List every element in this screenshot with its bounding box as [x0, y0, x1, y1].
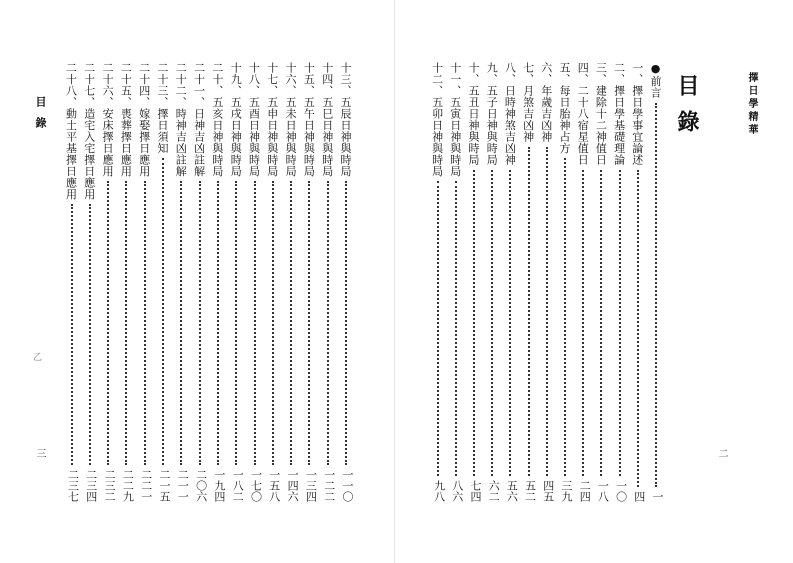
- toc-entry-label: 六、年歲吉凶神: [539, 62, 553, 143]
- leader-dots: [600, 170, 602, 477]
- leader-dots: [582, 170, 584, 477]
- leader-dots: [144, 181, 146, 465]
- toc-entry-page-number: 六二: [487, 480, 501, 502]
- toc-entry: [283, 62, 299, 502]
- leader-dots: [254, 181, 256, 465]
- toc-entry: [247, 62, 263, 502]
- toc-entry: [630, 62, 646, 502]
- left-page: [0, 0, 396, 563]
- toc-entry: [64, 62, 80, 502]
- toc-entry-page-number: 二二九: [121, 469, 135, 502]
- right-page: [396, 0, 793, 563]
- toc-entry-label: 十五、五午日神與時局: [302, 62, 316, 177]
- leader-dots: [125, 181, 127, 465]
- toc-entry-label: 九、五子日神與時局: [485, 62, 499, 166]
- toc-entry-label: 二十六、安床擇日應用: [101, 62, 115, 177]
- toc-entry-label: 二十八、動土平基擇日應用: [64, 62, 78, 200]
- toc-entry-page-number: 一一〇: [341, 469, 354, 502]
- toc-entry: [448, 62, 464, 502]
- toc-entry-page-number: 二四: [578, 480, 592, 502]
- toc-entry-page-number: 二三二: [103, 469, 117, 502]
- toc-entry-label: 一、擇日學事宜論述: [630, 62, 644, 166]
- leader-dots: [235, 181, 237, 465]
- toc-entry: [265, 62, 281, 502]
- toc-entry-label: 三、建除十二神值日: [594, 62, 608, 166]
- toc-entry-label: 二十三、擇日須知: [156, 62, 169, 154]
- toc-entry: [210, 62, 226, 502]
- leader-dots: [71, 204, 73, 465]
- toc-entry: [539, 62, 555, 502]
- toc-entry: [338, 62, 354, 502]
- leader-dots: [180, 181, 182, 465]
- toc-entry: [430, 62, 446, 502]
- toc-entry-page-number: 二一一: [176, 469, 190, 502]
- toc-entry: [502, 62, 518, 502]
- toc-entry: [155, 62, 171, 502]
- toc-entry-label: 十六、五未日神與時局: [284, 62, 298, 177]
- toc-entry: [82, 62, 98, 502]
- toc-entry: [173, 62, 189, 502]
- leader-dots: [162, 158, 164, 465]
- leader-dots: [637, 170, 639, 488]
- toc-entry: [557, 62, 573, 502]
- leader-dots: [564, 158, 566, 476]
- toc-entry: [301, 62, 317, 502]
- toc-title: 目錄: [674, 74, 700, 146]
- toc-entry-label: 十、五丑日神與時局: [467, 62, 480, 166]
- toc-entry-label: 二十四、嫁娶擇日應用: [137, 62, 151, 177]
- toc-entry-page-number: 一三四: [304, 469, 318, 502]
- leader-dots: [199, 181, 201, 465]
- toc-entry-label: 十一、五寅日神與時局: [448, 62, 462, 177]
- toc-entry-label: ●前言: [649, 62, 662, 99]
- leader-dots: [437, 181, 439, 476]
- leader-dots: [655, 103, 657, 488]
- toc-entry-page-number: 二二一: [139, 469, 153, 502]
- toc-entry: [575, 62, 591, 502]
- leader-dots: [546, 147, 548, 477]
- toc-entry: [484, 62, 500, 502]
- toc-entry-page-number: 四: [632, 491, 646, 502]
- toc-entry: [466, 62, 482, 502]
- toc-entry-page-number: 三九: [560, 480, 573, 502]
- toc-entry: [521, 62, 537, 502]
- toc-entry-label: 二十一、日神吉凶註解: [192, 62, 206, 177]
- leader-dots: [455, 181, 457, 476]
- toc-entry-label: 十四、五巳日神與時局: [320, 62, 334, 177]
- toc-entry-page-number: 二三四: [84, 469, 98, 502]
- toc-entry-page-number: 一八: [596, 480, 610, 502]
- toc-entry-label: 二十、五亥日神與時局: [210, 62, 224, 177]
- toc-entry-label: 二十七、造宅入宅擇日應用: [82, 62, 96, 200]
- leader-dots: [491, 170, 493, 477]
- toc-entry-page-number: 四五: [541, 480, 555, 502]
- toc-entry: [118, 62, 134, 502]
- leader-dots: [272, 181, 274, 465]
- toc-title-small: 目錄: [34, 96, 47, 138]
- toc-entry: [100, 62, 116, 502]
- leader-dots: [217, 181, 219, 465]
- toc-entry-page-number: 五二: [523, 480, 537, 502]
- toc-entry-page-number: 五六: [505, 480, 519, 502]
- toc-entry-page-number: 二三七: [66, 469, 80, 502]
- toc-entry-label: 十八、五酉日神與時局: [247, 62, 261, 177]
- toc-entry-label: 七、月煞吉凶神: [521, 62, 535, 143]
- toc-entry-page-number: 九八: [432, 480, 446, 502]
- toc-entry-label: 十七、五申日神與時局: [265, 62, 279, 177]
- toc-entry: [192, 62, 208, 502]
- toc-entry-page-number: 二〇六: [194, 469, 208, 502]
- toc-entry-label: 二十五、喪葬擇日應用: [119, 62, 133, 177]
- leader-dots: [290, 181, 292, 465]
- page-folio: 二: [716, 448, 727, 458]
- leader-dots: [89, 204, 91, 465]
- toc-entry: [137, 62, 153, 502]
- toc-entry: [593, 62, 609, 502]
- toc-entry-page-number: 八六: [450, 480, 464, 502]
- toc-entry-page-number: 一五八: [267, 469, 281, 502]
- toc-entry-page-number: 一: [651, 491, 664, 502]
- toc-entry: [612, 62, 628, 502]
- toc-entry-page-number: 一四六: [286, 469, 300, 502]
- toc-entry: [648, 62, 664, 502]
- toc-entry-label: 十二、五卯日神與時局: [430, 62, 444, 177]
- page-folio: 三: [34, 448, 45, 458]
- leader-dots: [473, 170, 475, 477]
- leader-dots: [509, 170, 511, 477]
- toc-entry-label: 五、每日胎神占方: [558, 62, 571, 154]
- leader-dots: [107, 181, 109, 465]
- toc-entry-label: 二、擇日學基礎理論: [612, 62, 626, 166]
- leader-dots: [619, 170, 621, 477]
- leader-dots: [528, 147, 530, 477]
- toc-entry-page-number: 一九四: [212, 469, 226, 502]
- toc-entry-page-number: 七四: [469, 480, 482, 502]
- toc-entry-page-number: 一八二: [231, 469, 245, 502]
- leader-dots: [308, 181, 310, 465]
- leader-dots: [345, 181, 347, 465]
- toc-entry-label: 二十二、時神吉凶註解: [174, 62, 188, 177]
- toc-entry-page-number: 一〇: [614, 480, 628, 502]
- toc-entry-label: 八、日時神煞吉凶神: [503, 62, 517, 166]
- toc-entry-label: 四、二十八宿星值日: [576, 62, 590, 166]
- book-title-header: 擇日學精華: [746, 72, 757, 137]
- toc-entry-label: 十三、五辰日神與時局: [339, 62, 352, 177]
- toc-entry-label: 十九、五戌日神與時局: [229, 62, 243, 177]
- toc-entry: [320, 62, 336, 502]
- toc-entry-page-number: 一七〇: [249, 469, 263, 502]
- leader-dots: [327, 181, 329, 465]
- toc-entry: [228, 62, 244, 502]
- margin-stamp-mark: 乙: [31, 352, 41, 361]
- toc-entry-page-number: 二一五: [158, 469, 171, 502]
- toc-entry-page-number: 一二二: [322, 469, 336, 502]
